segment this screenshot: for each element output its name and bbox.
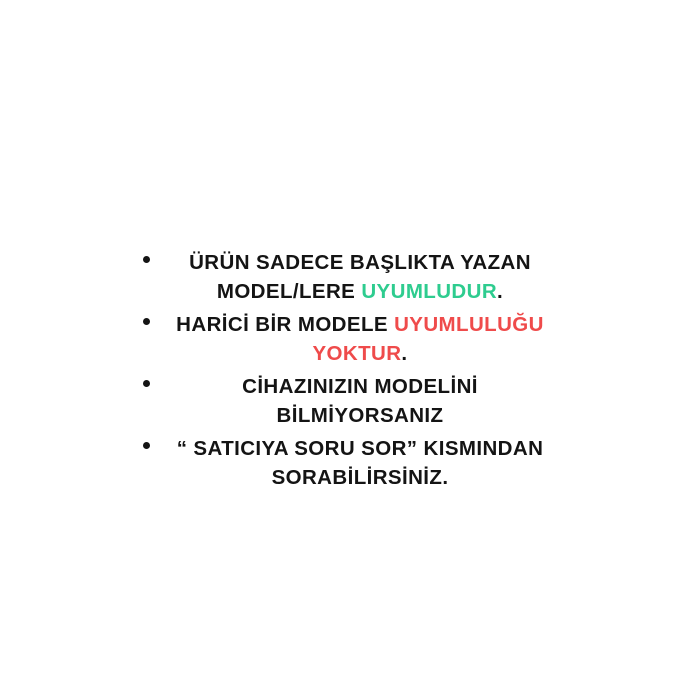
notice-text-segment: MODEL/LERE bbox=[216, 280, 362, 303]
notice-text-segment: CİHAZINIZIN MODELİNİ bbox=[242, 375, 478, 398]
notice-item-text bbox=[150, 372, 700, 430]
notice-text-segment: ÜRÜN SADECE BAŞLIKTA YAZAN bbox=[189, 251, 531, 274]
notice-item-text bbox=[150, 248, 700, 306]
notice-item-text bbox=[150, 434, 700, 492]
notice-text-segment: BİLMİYORSANIZ bbox=[276, 404, 444, 427]
notice-text-segment: . bbox=[442, 466, 449, 489]
notice-text-segment: YOKTUR bbox=[312, 342, 402, 365]
notice-text-segment: . bbox=[497, 280, 504, 303]
notice-list-item bbox=[0, 248, 700, 306]
bullet-dot-icon bbox=[143, 442, 150, 449]
bullet-dot-icon bbox=[143, 380, 150, 387]
notice-text-segment: “ SATICIYA SORU SOR” KISMINDAN bbox=[176, 437, 544, 460]
notice-text-line bbox=[150, 401, 570, 430]
notice-list-item bbox=[0, 434, 700, 492]
notice-text-line bbox=[150, 310, 570, 339]
bullet-icon bbox=[0, 310, 150, 325]
notice-list-item bbox=[0, 372, 700, 430]
notice-text-line bbox=[150, 248, 570, 277]
notice-text-line bbox=[150, 372, 570, 401]
notice-item-text bbox=[150, 310, 700, 368]
notice-text-segment: UYUMLUDUR bbox=[361, 280, 498, 303]
bullet-icon bbox=[0, 434, 150, 449]
notice-text-segment: HARİCİ BİR MODELE bbox=[176, 313, 395, 336]
notice-text-segment: SORABİLİRSİNİZ bbox=[271, 466, 443, 489]
notice-text-line bbox=[150, 277, 570, 306]
notice-text-segment: UYUMLULUĞU bbox=[394, 313, 544, 336]
bullet-icon bbox=[0, 248, 150, 263]
compatibility-notice-list bbox=[0, 248, 700, 496]
notice-text-line bbox=[150, 434, 570, 463]
notice-list-item bbox=[0, 310, 700, 368]
bullet-dot-icon bbox=[143, 256, 150, 263]
notice-text-line bbox=[150, 463, 570, 492]
bullet-icon bbox=[0, 372, 150, 387]
notice-text-line bbox=[150, 339, 570, 368]
notice-text-segment: . bbox=[401, 342, 408, 365]
bullet-dot-icon bbox=[143, 318, 150, 325]
